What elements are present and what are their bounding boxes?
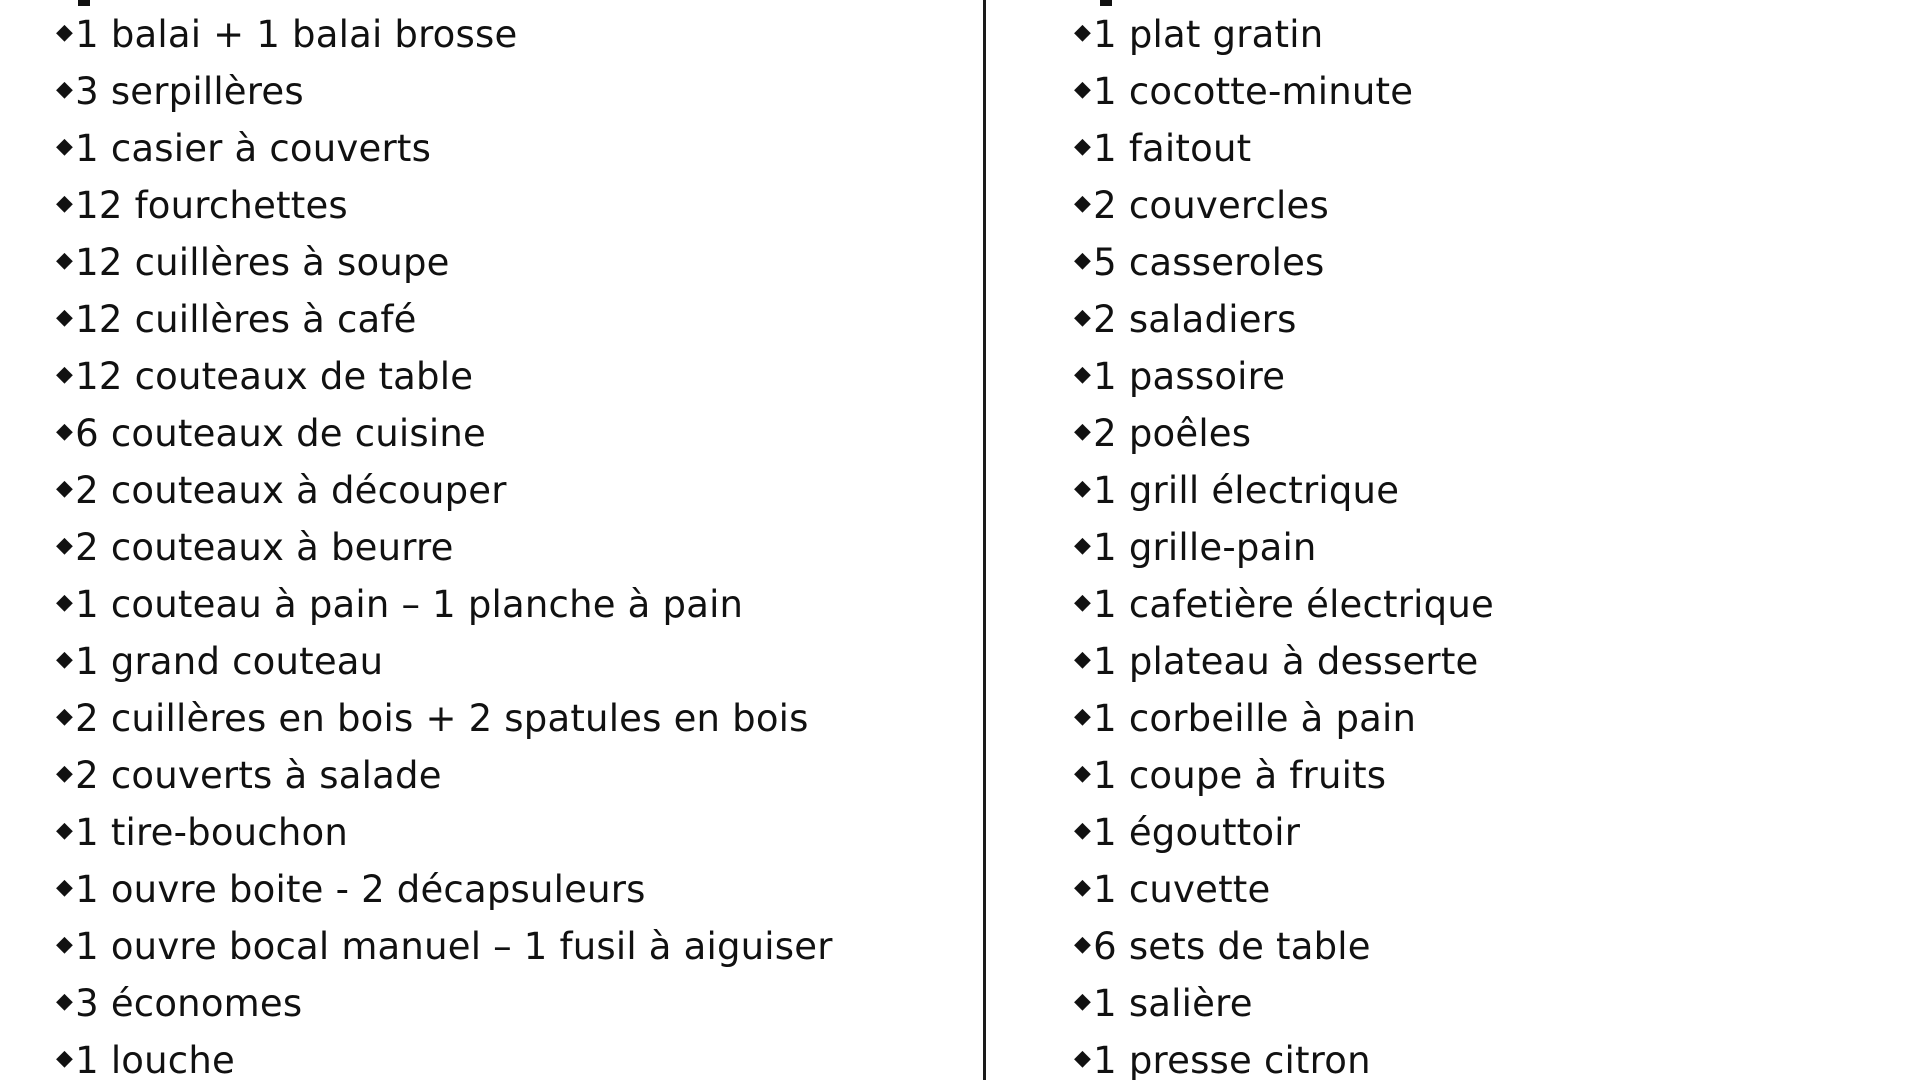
list-item: ◆1 faitout (1074, 120, 1494, 177)
list-item: ◆3 économes (56, 975, 833, 1032)
column-divider (983, 0, 986, 1080)
list-item: ◆1 ouvre bocal manuel – 1 fusil à aiguiser (56, 918, 833, 975)
bullet-icon: ◆ (1074, 761, 1092, 786)
bullet-icon: ◆ (56, 818, 74, 843)
bullet-icon: ◆ (56, 305, 74, 330)
bullet-icon: ◆ (56, 704, 74, 729)
list-item: ◆1 balai + 1 balai brosse (56, 6, 833, 63)
list-item: ◆6 sets de table (1074, 918, 1494, 975)
bullet-icon: ◆ (1074, 647, 1092, 672)
list-item: ◆12 fourchettes (56, 177, 833, 234)
list-item: ◆3 serpillères (56, 63, 833, 120)
list-item: ◆1 couteau à pain – 1 planche à pain (56, 576, 833, 633)
bullet-icon: ◆ (56, 989, 74, 1014)
bullet-icon: ◆ (1074, 476, 1092, 501)
bullet-icon: ◆ (56, 20, 74, 45)
list-item: ◆1 plat gratin (1074, 6, 1494, 63)
list-item: ◆1 égouttoir (1074, 804, 1494, 861)
list-item: ◆5 casseroles (1074, 234, 1494, 291)
list-item: ◆2 cuillères en bois + 2 spatules en bois (56, 690, 833, 747)
list-item: ◆12 cuillères à soupe (56, 234, 833, 291)
bullet-icon: ◆ (1074, 932, 1092, 957)
list-item: ◆1 grand couteau (56, 633, 833, 690)
bullet-icon: ◆ (56, 590, 74, 615)
list-item: ◆2 couverts à salade (56, 747, 833, 804)
bullet-icon: ◆ (1074, 989, 1092, 1014)
list-item: ◆1 passoire (1074, 348, 1494, 405)
bullet-icon: ◆ (56, 419, 74, 444)
bullet-icon: ◆ (56, 647, 74, 672)
bullet-icon: ◆ (56, 1046, 74, 1071)
list-item: ◆1 tire-bouchon (56, 804, 833, 861)
bullet-icon: ◆ (56, 533, 74, 558)
bullet-icon: ◆ (1074, 533, 1092, 558)
bullet-icon: ◆ (1074, 1046, 1092, 1071)
bullet-icon: ◆ (56, 362, 74, 387)
bullet-icon: ◆ (1074, 818, 1092, 843)
list-item: ◆1 plateau à desserte (1074, 633, 1494, 690)
bullet-icon: ◆ (1074, 248, 1092, 273)
list-item: ◆1 cocotte-minute (1074, 63, 1494, 120)
bullet-icon: ◆ (56, 932, 74, 957)
bullet-icon: ◆ (1074, 305, 1092, 330)
bullet-icon: ◆ (1074, 20, 1092, 45)
list-item: ◆2 couvercles (1074, 177, 1494, 234)
list-item: ◆1 cuvette (1074, 861, 1494, 918)
bullet-icon: ◆ (56, 191, 74, 216)
list-item: ◆12 couteaux de table (56, 348, 833, 405)
list-item: ◆1 corbeille à pain (1074, 690, 1494, 747)
bullet-icon: ◆ (1074, 875, 1092, 900)
list-item: ◆1 ouvre boite - 2 décapsuleurs (56, 861, 833, 918)
bullet-icon: ◆ (56, 761, 74, 786)
bullet-icon: ◆ (1074, 191, 1092, 216)
bullet-icon: ◆ (1074, 134, 1092, 159)
bullet-icon: ◆ (56, 134, 74, 159)
list-item: ◆2 couteaux à beurre (56, 519, 833, 576)
list-item: ◆1 grill électrique (1074, 462, 1494, 519)
list-item: ◆2 couteaux à découper (56, 462, 833, 519)
bullet-icon: ◆ (1074, 419, 1092, 444)
bullet-icon: ◆ (56, 875, 74, 900)
bullet-icon: ◆ (1074, 362, 1092, 387)
list-item: ◆2 poêles (1074, 405, 1494, 462)
bullet-icon: ◆ (1074, 704, 1092, 729)
list-item: ◆1 louche (56, 1032, 833, 1080)
bullet-icon: ◆ (56, 476, 74, 501)
list-item: ◆1 presse citron (1074, 1032, 1494, 1080)
bullet-icon: ◆ (1074, 77, 1092, 102)
bullet-icon: ◆ (56, 77, 74, 102)
list-item: ◆12 cuillères à café (56, 291, 833, 348)
bullet-icon: ◆ (1074, 590, 1092, 615)
list-item: ◆6 couteaux de cuisine (56, 405, 833, 462)
left-inventory-list (56, 6, 833, 1080)
list-item: ◆1 salière (1074, 975, 1494, 1032)
bullet-icon: ◆ (56, 248, 74, 273)
list-item: ◆1 coupe à fruits (1074, 747, 1494, 804)
list-item: ◆1 casier à couverts (56, 120, 833, 177)
list-item: ◆1 grille-pain (1074, 519, 1494, 576)
right-inventory-list (1074, 6, 1494, 1080)
list-item: ◆2 saladiers (1074, 291, 1494, 348)
list-item: ◆1 cafetière électrique (1074, 576, 1494, 633)
